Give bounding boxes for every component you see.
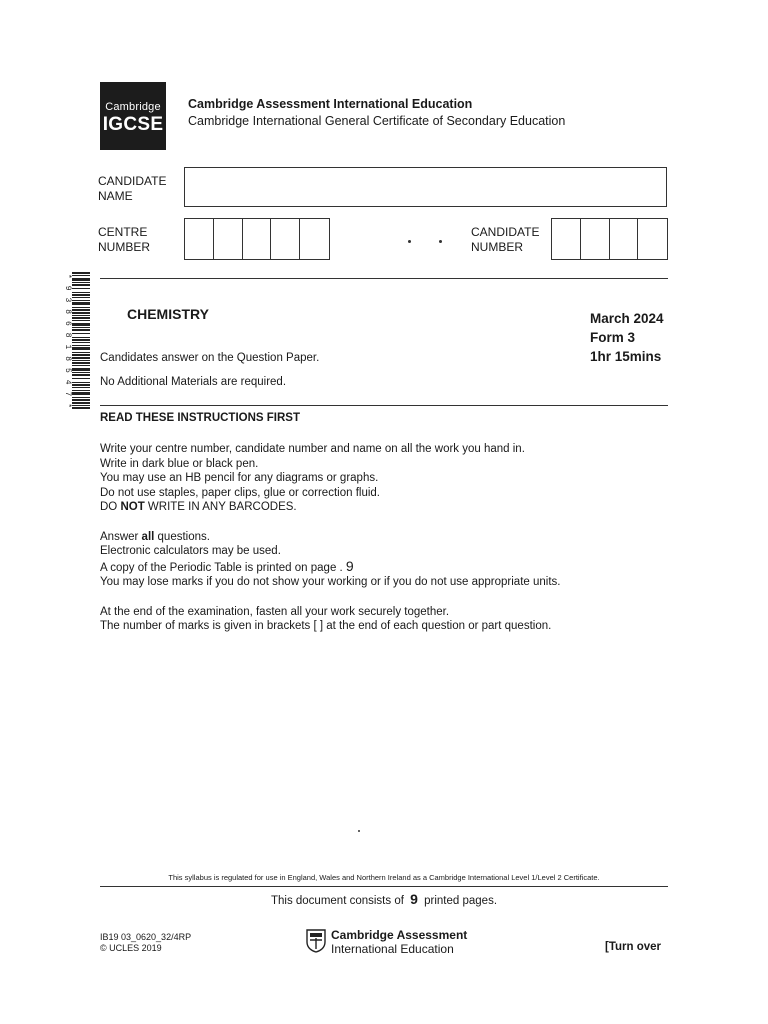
logo-line-2: IGCSE	[102, 113, 164, 135]
logo-line-1: Cambridge	[105, 100, 161, 113]
digit-box[interactable]	[243, 219, 272, 259]
candidate-number-field[interactable]	[551, 218, 668, 260]
exam-date: March 2024	[590, 311, 664, 326]
stray-dot	[358, 830, 360, 832]
cambridge-igcse-logo	[100, 82, 166, 150]
instruction-line: You may lose marks if you do not show your working or if you do not use appropriate units.	[100, 576, 561, 589]
materials-note: No Additional Materials are required.	[100, 376, 287, 388]
instruction-line: Answer all questions.	[100, 530, 210, 543]
answer-note: Candidates answer on the Question Paper.	[100, 352, 320, 364]
instructions-block	[100, 442, 560, 634]
regulation-note: This syllabus is regulated for use in England, Wales and Northern Ireland as a Cambridge International Level 1/Level 2 Certificate.	[168, 873, 600, 882]
candidate-number-label: CANDIDATE NUMBER	[471, 225, 540, 254]
instruction-line: At the end of the examination, fasten all your work securely together.	[100, 605, 450, 618]
instruction-line: DO NOT WRITE IN ANY BARCODES.	[100, 501, 297, 514]
brand-line-2: International Education	[331, 942, 454, 956]
digit-box[interactable]	[638, 219, 667, 259]
page-count: This document consists of 9 printed pages.	[270, 891, 498, 907]
exam-form: Form 3	[590, 330, 636, 345]
divider-rule	[100, 278, 668, 279]
instruction-line: A copy of the Periodic Table is printed on page . 9	[100, 557, 354, 574]
header-qualification: Cambridge International General Certificate of Secondary Education	[188, 114, 566, 128]
centre-number-field[interactable]	[184, 218, 330, 260]
barcode	[62, 272, 92, 410]
instruction-line: Write your centre number, candidate number and name on all the work you hand in.	[100, 443, 525, 455]
separator-dot	[408, 240, 411, 243]
paper-reference: IB19 03_0620_32/4RP © UCLES 2019	[100, 932, 192, 953]
divider-rule	[100, 405, 668, 406]
instruction-line: You may use an HB pencil for any diagrams or graphs.	[100, 472, 379, 485]
instruction-line: Write in dark blue or black pen.	[100, 457, 259, 470]
instructions-heading: READ THESE INSTRUCTIONS FIRST	[100, 412, 300, 424]
digit-box[interactable]	[300, 219, 329, 259]
candidate-name-field[interactable]	[184, 167, 667, 207]
digit-box[interactable]	[271, 219, 300, 259]
subject-title: CHEMISTRY	[127, 306, 209, 322]
digit-box[interactable]	[581, 219, 610, 259]
digit-box[interactable]	[214, 219, 243, 259]
digit-box[interactable]	[185, 219, 214, 259]
separator-dot	[439, 240, 442, 243]
centre-number-label: CENTRE NUMBER	[98, 225, 151, 254]
periodic-table-page: 9	[345, 557, 354, 574]
brand-line-1: Cambridge Assessment	[331, 928, 468, 942]
barcode-digits: * 9 3 8 6 8 1 8 5 4 7 *	[63, 274, 72, 408]
turn-over: [Turn over	[605, 941, 662, 953]
digit-box[interactable]	[552, 219, 581, 259]
header-org: Cambridge Assessment International Education	[188, 97, 473, 111]
cambridge-crest-icon	[306, 929, 326, 953]
footer-rule	[100, 886, 668, 887]
instruction-line: Electronic calculators may be used.	[100, 545, 281, 558]
candidate-name-label: CANDIDATE NAME	[98, 174, 167, 203]
digit-box[interactable]	[610, 219, 639, 259]
instruction-line: The number of marks is given in brackets [ ] at the end of each question or part question.	[100, 620, 552, 633]
instruction-line: Do not use staples, paper clips, glue or correction fluid.	[100, 486, 380, 499]
exam-duration: 1hr 15mins	[590, 349, 662, 364]
